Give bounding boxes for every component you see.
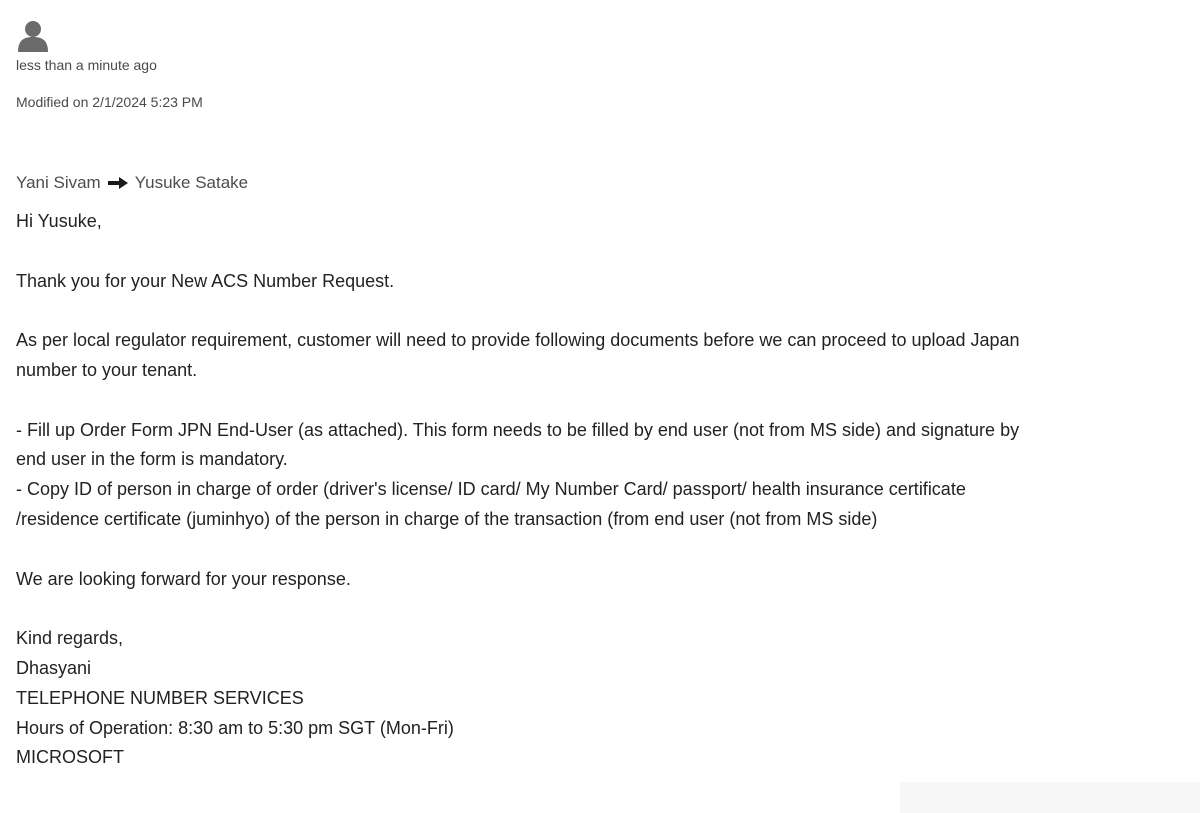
requirement-item-2-line-2: /residence certificate (juminhyo) of the person in charge of the transaction (from end user (not from MS side) [16, 508, 878, 529]
bottom-edge-strip [900, 782, 1200, 813]
greeting: Hi Yusuke, [16, 211, 102, 231]
modified-timestamp: Modified on 2/1/2024 5:23 PM [16, 94, 203, 110]
forward-line: We are looking forward for your response. [16, 568, 351, 589]
sender-name: Yani Sivam [16, 173, 101, 192]
message-body [16, 207, 1192, 773]
user-silhouette-icon [16, 18, 50, 52]
signature-department: TELEPHONE NUMBER SERVICES [16, 687, 304, 708]
requirement-item-2-line-1: - Copy ID of person in charge of order (driver's license/ ID card/ My Number Card/ passport/ health insurance certificate [16, 479, 966, 500]
signature-name: Dhasyani [16, 657, 92, 678]
recipient-name: Yusuke Satake [134, 173, 249, 192]
arrow-right-icon [107, 176, 129, 190]
regulator-line-2: number to your tenant. [16, 359, 198, 380]
closing-line: Kind regards, [16, 628, 124, 649]
regulator-line-1: As per local regulator requirement, customer will need to provide following documents before we can proceed to upload Japan [16, 330, 1020, 351]
requirement-item-1-line-2: end user in the form is mandatory. [16, 449, 288, 470]
signature-company: MICROSOFT [16, 747, 124, 768]
thanks-line: Thank you for your New ACS Number Request. [16, 270, 395, 291]
relative-timestamp: less than a minute ago [16, 57, 157, 73]
signature-hours: Hours of Operation: 8:30 am to 5:30 pm SGT (Mon-Fri) [16, 717, 454, 738]
message-routing [16, 173, 248, 193]
requirement-item-1-line-1: - Fill up Order Form JPN End-User (as attached). This form needs to be filled by end user (not from MS side) and signature by [16, 419, 1020, 440]
